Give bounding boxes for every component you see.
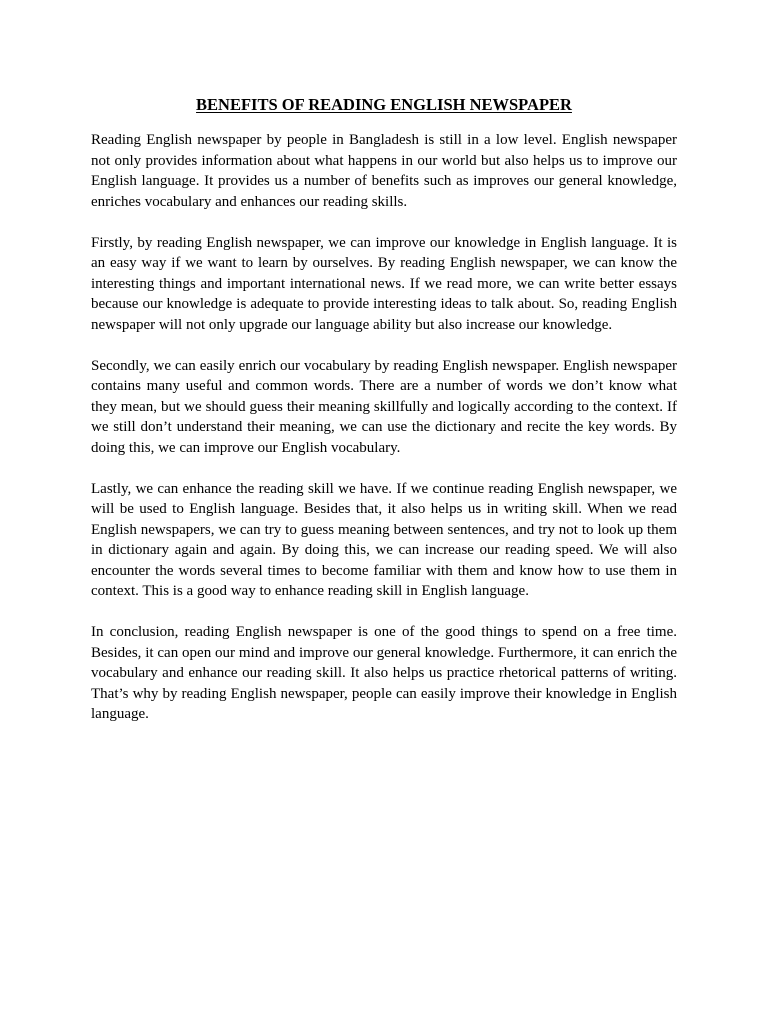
document-body	[91, 92, 677, 745]
paragraph-introduction: Reading English newspaper by people in Bangladesh is still in a low level. English newspaper not only provides information about what happens in our world but also helps us to improve our English language. It provides us a number of benefits such as improves our general knowledge, enriches vocabulary and enhances our reading skills.	[91, 132, 677, 210]
paragraph-conclusion: In conclusion, reading English newspaper is one of the good things to spend on a free time. Besides, it can open our mind and improve our general knowledge. Furthermore, it can enrich the vocabulary and enhance our reading skill. It also helps us practice rhetorical patterns of writing. That’s why by reading English newspaper, people can easily improve their knowledge in English language.	[91, 624, 677, 722]
paragraph-firstly: Firstly, by reading English newspaper, we can improve our knowledge in English language. It is an easy way if we want to learn by ourselves. By reading English newspaper, we can know the interesting things and important international news. If we read more, we can write better essays because our knowledge is adequate to provide interesting ideas to talk about. So, reading English newspaper will not only upgrade our language ability but also increase our knowledge.	[91, 234, 677, 333]
document-title: BENEFITS OF READING ENGLISH NEWSPAPER	[196, 95, 572, 114]
paragraph-secondly: Secondly, we can easily enrich our vocabulary by reading English newspaper. English newspaper contains many useful and common words. There are a number of words we don’t know what they mean, but we should guess their meaning skillfully and logically according to the context. If we still don’t understand their meaning, we can use the dictionary and recite the key words. By doing this, we can improve our English vocabulary.	[91, 357, 677, 456]
paragraph-lastly: Lastly, we can enhance the reading skill we have. If we continue reading English newspaper, we will be used to English language. Besides that, it also helps us in writing skill. When we read English newspapers, we can try to guess meaning between sentences, and try not to look up them in dictionary again and again. By doing this, we can increase our reading speed. We will also encounter the words several times to become familiar with them and know how to use them in context. This is a good way to enhance reading skill in English language.	[91, 480, 677, 599]
